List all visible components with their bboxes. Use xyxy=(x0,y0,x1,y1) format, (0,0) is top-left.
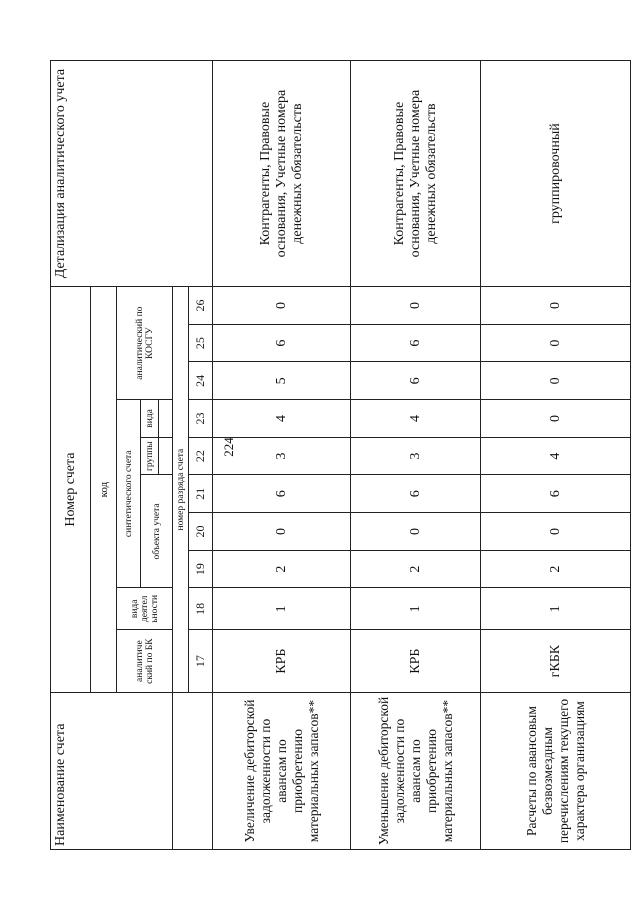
value-cell: 0 xyxy=(481,324,631,362)
header-activity-type: вида деятел ьности xyxy=(117,588,173,630)
value-cell: 0 xyxy=(481,400,631,438)
value-cell: 6 xyxy=(213,475,351,513)
value-cell: 3 xyxy=(213,437,351,475)
value-cell: 2 xyxy=(213,550,351,588)
column-number: 23 xyxy=(189,400,213,438)
value-cell: 0 xyxy=(481,287,631,325)
column-number: 26 xyxy=(189,287,213,325)
header-type-filler xyxy=(159,400,173,438)
column-number: 17 xyxy=(189,630,213,693)
account-name-cell: Увеличение дебиторской задолженности по авансам по приобретению материальных запасов** xyxy=(213,693,351,850)
value-cell: 6 xyxy=(213,324,351,362)
account-table xyxy=(50,60,631,850)
value-cell: 0 xyxy=(213,513,351,551)
value-cell: 1 xyxy=(213,588,351,630)
column-number: 21 xyxy=(189,475,213,513)
account-name-cell: Расчеты по авансовым безвозмездным перечислениям текущего характера организациям xyxy=(481,693,631,850)
header-account-object: объекта учета xyxy=(141,475,173,588)
header-analytic-bk: аналитиче ский по БК xyxy=(117,630,173,693)
header-group: группы xyxy=(141,437,159,475)
column-number: 25 xyxy=(189,324,213,362)
value-cell: 0 xyxy=(351,513,481,551)
detail-cell: Контрагенты, Правовые основания, Учетные номера денежных обязательств xyxy=(213,61,351,287)
value-cell: 0 xyxy=(481,513,631,551)
value-cell: 1 xyxy=(481,588,631,630)
column-number: 22 xyxy=(189,437,213,475)
header-code: код xyxy=(91,287,117,693)
value-cell: 6 xyxy=(351,362,481,400)
header-group-filler xyxy=(159,437,173,475)
column-number: 20 xyxy=(189,513,213,551)
value-cell: 4 xyxy=(481,437,631,475)
header-account-number: Номер счета xyxy=(51,287,91,693)
value-cell: 1 xyxy=(351,588,481,630)
table-row xyxy=(481,61,631,850)
value-cell: 4 xyxy=(351,400,481,438)
value-cell: 6 xyxy=(351,324,481,362)
value-cell: 0 xyxy=(213,287,351,325)
value-cell: 0 xyxy=(481,362,631,400)
header-synthetic: синтетического счета xyxy=(117,400,141,588)
detail-cell: Контрагенты, Правовые основания, Учетные номера денежных обязательств xyxy=(351,61,481,287)
column-number: 24 xyxy=(189,362,213,400)
value-cell: гКБК xyxy=(481,630,631,693)
header-kosgu: аналитический по КОСГУ xyxy=(117,287,173,400)
header-detail: Детализация аналитического учета xyxy=(51,61,213,287)
value-cell: 3 xyxy=(351,437,481,475)
header-digit-number: номер разряда счета xyxy=(173,287,189,693)
account-name-cell: Уменьшение дебиторской задолженности по авансам по приобретению материальных запасов** xyxy=(351,693,481,850)
table-row xyxy=(213,61,351,850)
value-cell: 2 xyxy=(481,550,631,588)
page-number: 224 xyxy=(221,437,236,457)
value-cell: 0 xyxy=(351,287,481,325)
detail-cell: группировочный xyxy=(481,61,631,287)
value-cell: 2 xyxy=(351,550,481,588)
value-cell: КРБ xyxy=(213,630,351,693)
header-type: вида xyxy=(141,400,159,438)
column-number: 19 xyxy=(189,550,213,588)
header-name-filler xyxy=(173,693,213,850)
value-cell: 4 xyxy=(213,400,351,438)
value-cell: 5 xyxy=(213,362,351,400)
rotated-table-sheet xyxy=(50,60,630,850)
header-account-name: Наименование счета xyxy=(51,693,173,850)
value-cell: 6 xyxy=(351,475,481,513)
table-row xyxy=(351,61,481,850)
value-cell: 6 xyxy=(481,475,631,513)
value-cell: КРБ xyxy=(351,630,481,693)
column-number: 18 xyxy=(189,588,213,630)
